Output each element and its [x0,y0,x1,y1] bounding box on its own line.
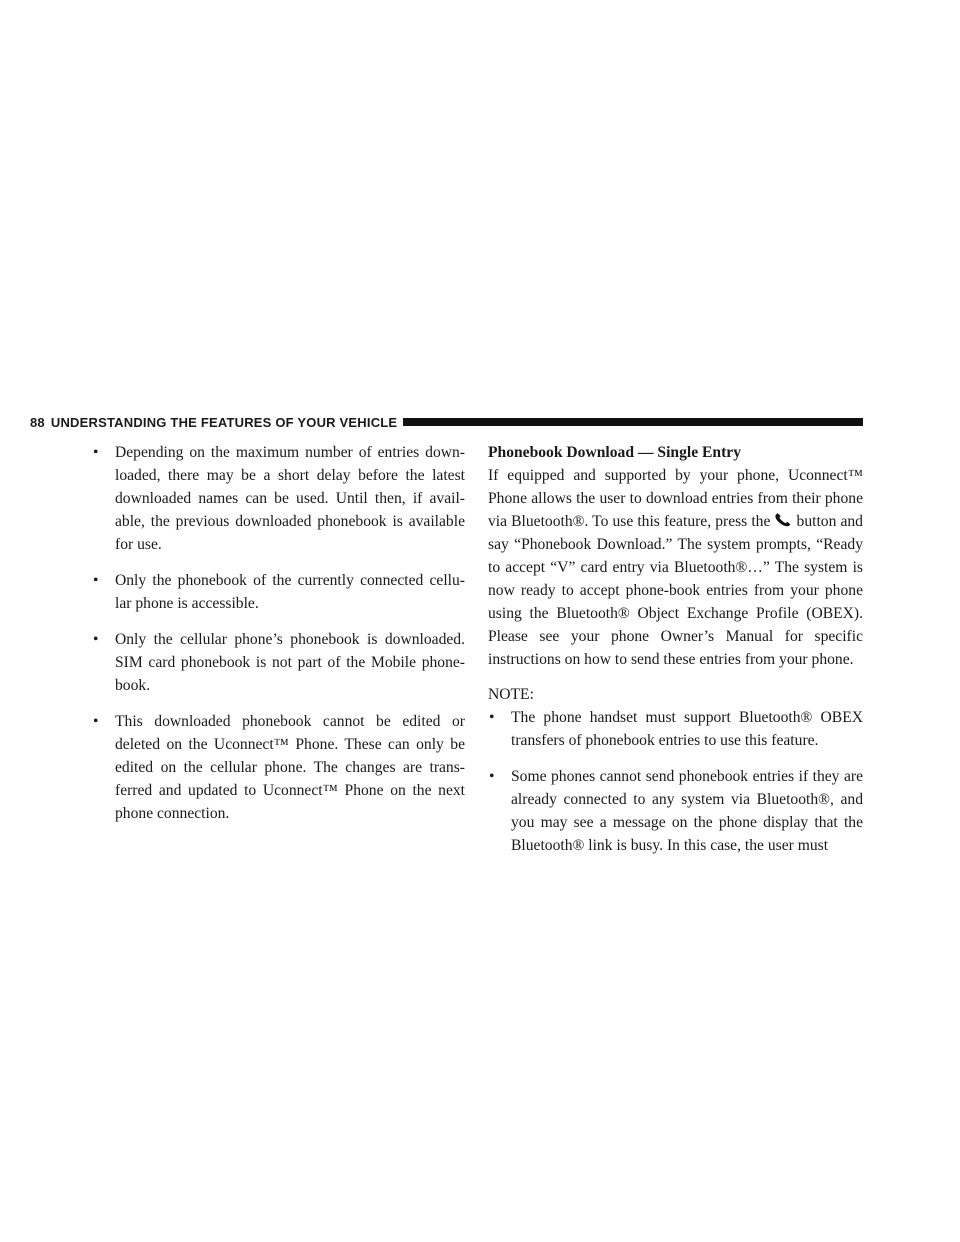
paragraph-text-part1: If equipped and supported by your phone, Uconnect™ Phone allows the user to download entries from their phone via Bluetooth®. To use this feature, press the [488,467,863,530]
bullet-marker: • [93,572,99,589]
list-item [92,569,465,615]
list-item-text: Some phones cannot send phonebook entries if they are already connected to any system via Bluetooth®, and you may see a message on the phone display that the Bluetooth® link is busy. In this case, the user must [511,768,863,854]
bullet-marker: • [93,444,99,461]
list-item-text: Only the phonebook of the currently connected cellu-lar phone is accessible. [115,572,465,612]
list-item [92,710,465,825]
bullet-marker: • [93,631,99,648]
section-header-title: UNDERSTANDING THE FEATURES OF YOUR VEHICLE [50,414,398,430]
list-item [488,706,863,752]
page-number: 88 [30,414,45,430]
note-label: NOTE: [488,686,534,703]
list-item-text: The phone handset must support Bluetooth® OBEX transfers of phonebook entries to use this feature. [511,709,863,749]
header-rule [403,418,863,426]
list-item-text: Only the cellular phone’s phonebook is downloaded. SIM card phonebook is not part of the Mobile phone-book. [115,631,465,694]
left-column [93,441,465,838]
body-paragraph [488,464,863,671]
bullet-marker: • [489,709,495,726]
paragraph-text-part2: button and say “Phonebook Download.” The system prompts, “Ready to accept “V” card entry via Bluetooth®…” The system is now ready to accept phone-book entries from your phone using the Bluetooth® Object Exchange Profile (OBEX). Please see your phone Owner’s Manual for specific instructions on how to send these entries from your phone. [488,513,863,668]
bullet-marker: • [489,768,495,785]
list-item-text: Depending on the maximum number of entries down-loaded, there may be a short delay before the latest downloaded names can be used. Until then, if avail-able, the previous downloaded phonebook is available for use. [115,444,465,553]
list-item [92,628,465,697]
subsection-title: Phonebook Download — Single Entry [488,444,742,461]
page-header [30,414,863,430]
bullet-marker: • [93,713,99,730]
phone-handset-icon [774,513,792,527]
list-item-text: This downloaded phonebook cannot be edited or deleted on the Uconnect™ Phone. These can only be edited on the cellular phone. The changes are trans-ferred and updated to Uconnect™ Phone on the next phone connection. [115,713,465,822]
list-item [92,441,465,556]
right-column [488,441,863,870]
list-item [488,765,863,857]
